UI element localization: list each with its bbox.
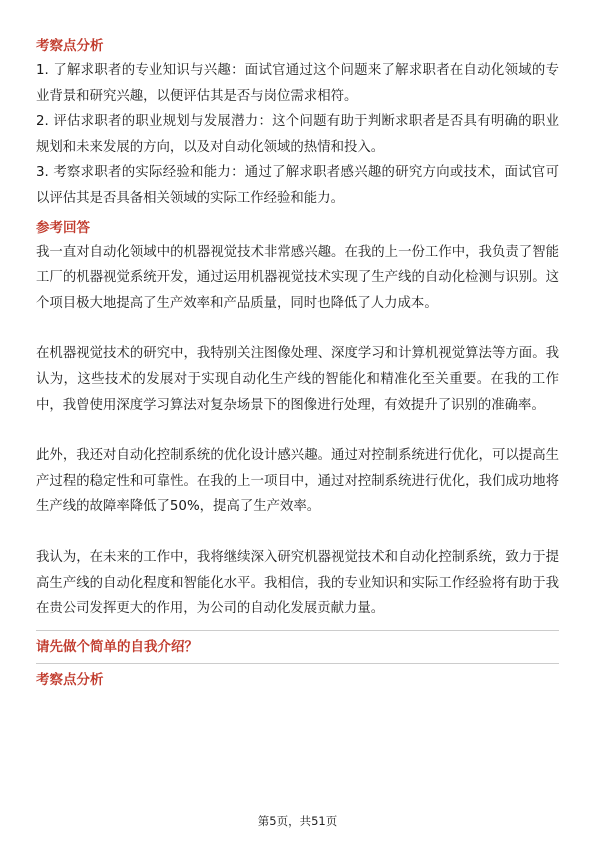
answer-paragraph-3: 此外，我还对自动化控制系统的优化设计感兴趣。通过对控制系统进行优化，可以提高生产过程的稳定性和可靠性。在我的上一项目中，通过对控制系统进行优化，我们成功地将生产线的故障率降低了50%，提高了生产效率。 — [36, 448, 559, 515]
page-footer: 第5页，共51页 — [257, 814, 338, 828]
answer-paragraph-2: 在机器视觉技术的研究中，我特别关注图像处理、深度学习和计算机视觉算法等方面。我认为，这些技术的发展对于实现自动化生产线的智能化和精准化至关重要。在我的工作中，我曾使用深度学习算法对复杂场景下的图像进行处理，有效提升了识别的准确率。 — [36, 346, 559, 413]
next-analysis-heading: 考察点分析 — [36, 671, 104, 688]
next-question: 请先做个简单的自我介绍？ — [36, 638, 198, 655]
section-divider — [36, 630, 559, 631]
document-page — [36, 36, 559, 692]
analysis-point-3: 3. 考察求职者的实际经验和能力：通过了解求职者感兴趣的研究方向或技术，面试官可以评估其是否具备相关领域的实际工作经验和能力。 — [36, 165, 559, 206]
answer-paragraph-1: 我一直对自动化领域中的机器视觉技术非常感兴趣。在我的上一份工作中，我负责了智能工厂的机器视觉系统开发，通过运用机器视觉技术实现了生产线的自动化检测与识别。这个项目极大地提高了生产效率和产品质量，同时也降低了人力成本。 — [36, 244, 559, 311]
analysis-point-2: 2. 评估求职者的职业规划与发展潜力：这个问题有助于判断求职者是否具有明确的职业规划和未来发展的方向，以及对自动化领域的热情和投入。 — [36, 114, 559, 155]
analysis-heading: 考察点分析 — [36, 38, 104, 54]
answer-heading: 参考回答 — [36, 219, 90, 236]
analysis-point-1: 1. 了解求职者的专业知识与兴趣：面试官通过这个问题来了解求职者在自动化领域的专业背景和研究兴趣，以便评估其是否与岗位需求相符。 — [36, 63, 559, 104]
answer-paragraph-4: 我认为，在未来的工作中，我将继续深入研究机器视觉技术和自动化控制系统，致力于提高生产线的自动化程度和智能化水平。我相信，我的专业知识和实际工作经验将有助于我在贵公司发挥更大的作用，为公司的自动化发展贡献力量。 — [36, 549, 559, 617]
question-divider — [36, 663, 559, 664]
